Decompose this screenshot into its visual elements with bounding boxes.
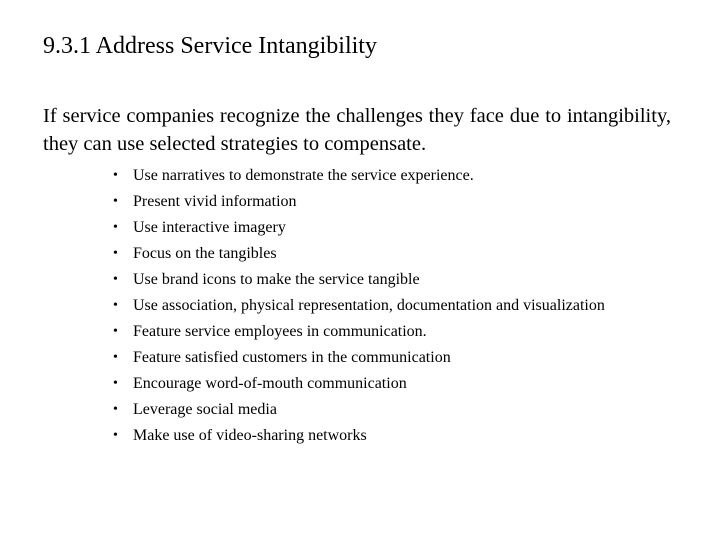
bullet-icon: • bbox=[113, 324, 118, 339]
bullet-icon: • bbox=[113, 246, 118, 261]
bullet-icon: • bbox=[113, 402, 118, 417]
bullet-icon: • bbox=[113, 168, 118, 183]
list-item bbox=[113, 319, 605, 345]
list-item bbox=[113, 215, 605, 241]
bullet-icon: • bbox=[113, 194, 118, 209]
list-item-text: Feature satisfied customers in the communication bbox=[133, 349, 451, 366]
list-item bbox=[113, 397, 605, 423]
list-item-text: Present vivid information bbox=[133, 193, 297, 210]
strategy-list bbox=[113, 163, 605, 449]
list-item bbox=[113, 189, 605, 215]
bullet-icon: • bbox=[113, 220, 118, 235]
bullet-icon: • bbox=[113, 376, 118, 391]
list-item-text: Make use of video-sharing networks bbox=[133, 427, 367, 444]
bullet-icon: • bbox=[113, 350, 118, 365]
list-item bbox=[113, 163, 605, 189]
bullet-icon: • bbox=[113, 298, 118, 313]
list-item bbox=[113, 293, 605, 319]
list-item bbox=[113, 241, 605, 267]
bullet-icon: • bbox=[113, 272, 118, 287]
bullet-icon: • bbox=[113, 428, 118, 443]
list-item bbox=[113, 371, 605, 397]
list-item bbox=[113, 345, 605, 371]
list-item-text: Use interactive imagery bbox=[133, 219, 286, 236]
intro-paragraph: If service companies recognize the challenges they face due to intangibility, they can use selected strategies to compensate. bbox=[43, 105, 671, 155]
list-item-text: Focus on the tangibles bbox=[133, 245, 277, 262]
list-item-text: Use narratives to demonstrate the service experience. bbox=[133, 167, 474, 184]
list-item-text: Use brand icons to make the service tangible bbox=[133, 271, 420, 288]
list-item bbox=[113, 267, 605, 293]
list-item bbox=[113, 423, 605, 449]
list-item-text: Use association, physical representation, documentation and visualization bbox=[133, 297, 605, 314]
slide-title: 9.3.1 Address Service Intangibility bbox=[43, 33, 377, 59]
list-item-text: Encourage word-of-mouth communication bbox=[133, 375, 407, 392]
list-item-text: Leverage social media bbox=[133, 401, 277, 418]
list-item-text: Feature service employees in communication. bbox=[133, 323, 427, 340]
